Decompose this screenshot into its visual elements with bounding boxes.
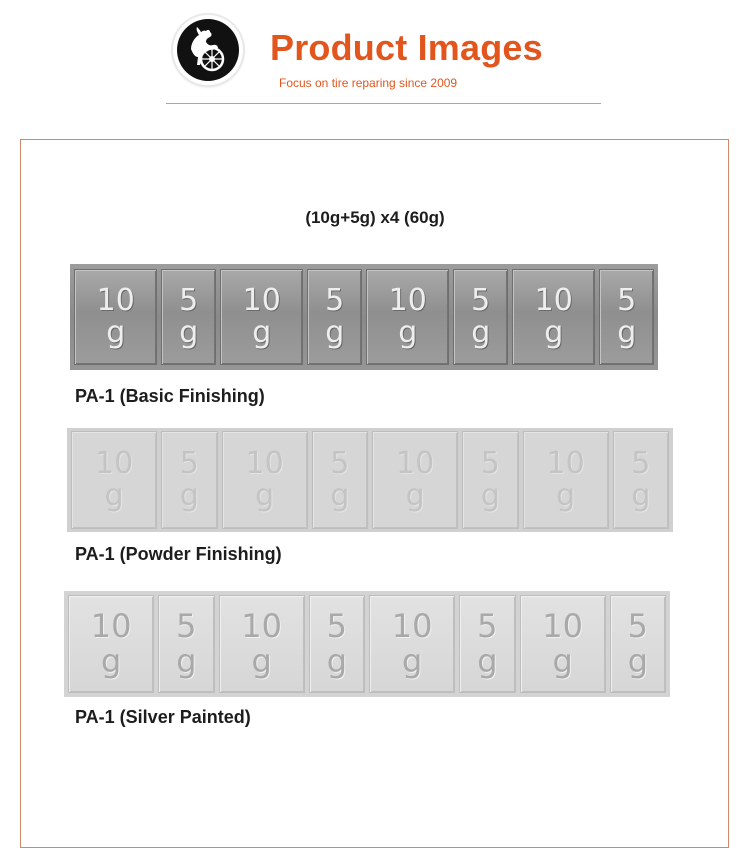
segment-value: 5 <box>176 607 197 646</box>
product-caption-powder: PA-1 (Powder Finishing) <box>75 544 282 564</box>
segment-value: 10 <box>95 445 134 481</box>
weight-segment <box>161 431 217 529</box>
weight-segment <box>161 269 216 365</box>
segment-unit: g <box>398 315 418 350</box>
weight-segment <box>462 431 518 529</box>
segment-value: 5 <box>471 282 491 318</box>
segment-unit: g <box>176 642 197 680</box>
segment-unit: g <box>330 478 350 513</box>
segment-unit: g <box>544 315 564 350</box>
weight-segment <box>366 269 449 365</box>
weight-segment <box>459 595 515 693</box>
segment-value: 5 <box>480 445 500 481</box>
segment-unit: g <box>100 642 122 680</box>
segment-value: 5 <box>617 282 637 318</box>
segment-value: 5 <box>326 607 348 646</box>
segment-value: 10 <box>542 607 583 646</box>
segment-value: 10 <box>245 445 284 481</box>
weight-strip-basic <box>70 264 658 370</box>
segment-value: 10 <box>96 282 135 318</box>
segment-value: 10 <box>391 607 433 646</box>
segment-value: 10 <box>388 282 427 318</box>
segment-unit: g <box>631 478 651 513</box>
product-caption-basic: PA-1 (Basic Finishing) <box>75 386 265 406</box>
segment-value: 5 <box>330 445 350 481</box>
segment-value: 5 <box>179 445 199 481</box>
weight-strip-powder <box>67 428 673 532</box>
weight-segment <box>599 269 654 365</box>
weight-segment <box>158 595 214 693</box>
weight-segment <box>512 269 595 365</box>
weight-segment <box>68 595 154 693</box>
segment-unit: g <box>477 642 498 680</box>
segment-unit: g <box>326 642 347 680</box>
weight-segment <box>74 269 157 365</box>
segment-value: 10 <box>396 445 435 481</box>
horse-wheel-logo-icon <box>173 15 243 85</box>
weight-segment <box>309 595 365 693</box>
segment-value: 10 <box>90 607 132 646</box>
weight-segment <box>523 431 609 529</box>
weight-segment <box>312 431 368 529</box>
segment-unit: g <box>401 642 423 680</box>
segment-value: 5 <box>627 607 649 646</box>
segment-unit: g <box>325 315 345 350</box>
weight-segment <box>71 431 157 529</box>
weight-segment <box>219 595 305 693</box>
segment-unit: g <box>252 315 272 350</box>
segment-unit: g <box>179 478 199 513</box>
segment-value: 10 <box>546 445 585 481</box>
segment-unit: g <box>179 315 199 350</box>
segment-value: 5 <box>477 607 498 646</box>
segment-value: 5 <box>325 282 345 318</box>
segment-value: 10 <box>241 607 282 646</box>
tagline: Focus on tire reparing since 2009 <box>279 76 458 90</box>
weight-segment <box>369 595 455 693</box>
segment-unit: g <box>627 642 648 680</box>
header-divider <box>166 103 601 104</box>
segment-value: 5 <box>631 445 651 481</box>
segment-unit: g <box>617 315 637 350</box>
weight-segment <box>307 269 362 365</box>
segment-unit: g <box>480 478 500 513</box>
weight-segment <box>220 269 303 365</box>
segment-unit: g <box>552 642 573 680</box>
segment-unit: g <box>106 315 126 350</box>
weight-segment <box>610 595 666 693</box>
weight-segment <box>453 269 508 365</box>
weight-spec: (10g+5g) x4 (60g) <box>305 208 445 227</box>
page-title: Product Images <box>270 27 543 68</box>
segment-unit: g <box>251 642 272 680</box>
weight-strip-silver <box>64 591 670 697</box>
segment-value: 10 <box>242 282 281 318</box>
product-caption-silver: PA-1 (Silver Painted) <box>75 707 251 727</box>
weight-segment <box>372 431 458 529</box>
weight-segment <box>520 595 606 693</box>
segment-value: 5 <box>179 282 199 318</box>
segment-unit: g <box>405 478 425 513</box>
segment-unit: g <box>104 478 124 513</box>
weight-segment <box>613 431 669 529</box>
segment-unit: g <box>556 478 576 513</box>
horse-wheel-icon <box>177 19 239 81</box>
segment-unit: g <box>471 315 491 350</box>
weight-segment <box>222 431 308 529</box>
segment-unit: g <box>255 478 275 513</box>
segment-value: 10 <box>534 282 573 318</box>
